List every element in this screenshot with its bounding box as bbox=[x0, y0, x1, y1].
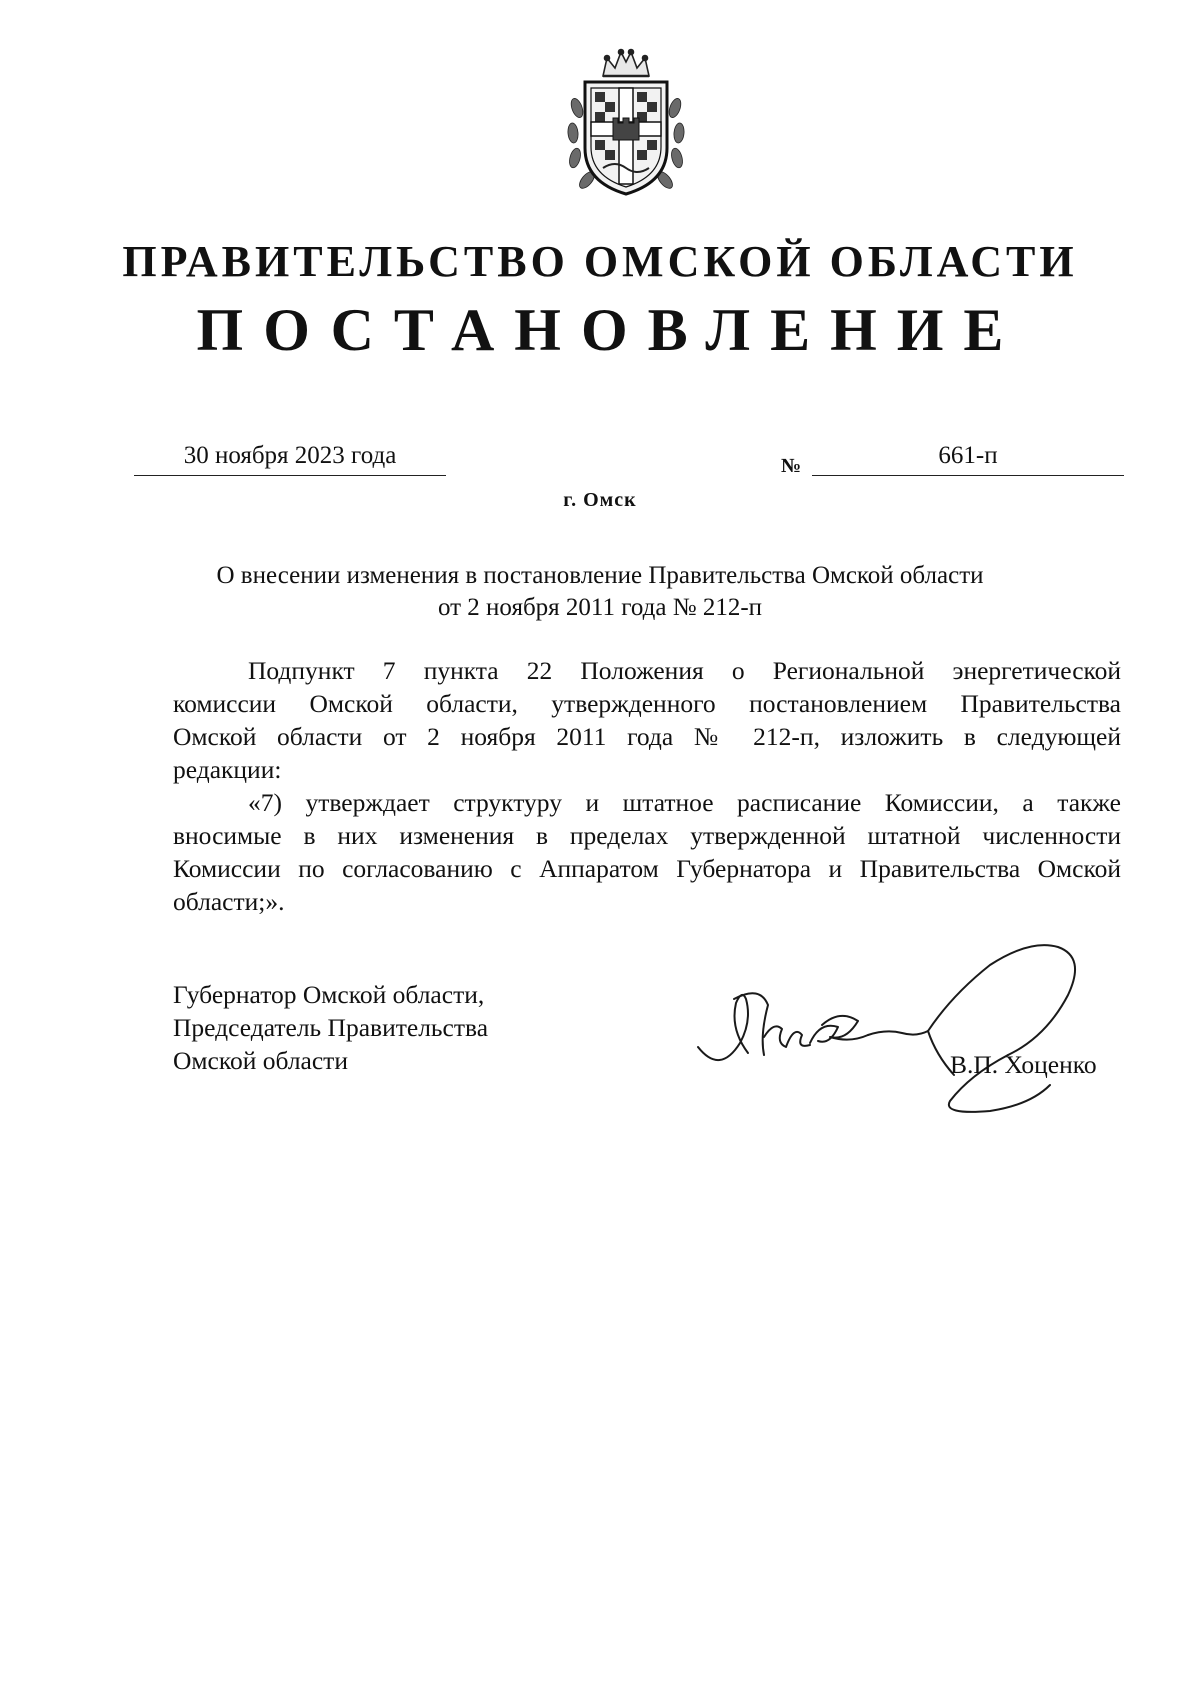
body-line: Комиссии по согласованию с Аппаратом Губернатора и Правительства Омской bbox=[173, 854, 1121, 883]
government-title: ПРАВИТЕЛЬСТВО ОМСКОЙ ОБЛАСТИ bbox=[122, 237, 1078, 286]
document-subject bbox=[120, 560, 1080, 624]
signer-position-line: Председатель Правительства bbox=[173, 1013, 489, 1042]
body-line: области;». bbox=[173, 887, 285, 916]
number-sign: № bbox=[781, 455, 802, 477]
handwritten-signature bbox=[690, 925, 1120, 1115]
body-line: «7) утверждает структуру и штатное расписание Комиссии, а также bbox=[248, 788, 1121, 817]
subject-line: от 2 ноября 2011 года № 212-п bbox=[437, 594, 763, 621]
document-date: 30 ноября 2023 года bbox=[134, 441, 446, 476]
city-label: г. Омск bbox=[563, 489, 637, 511]
document-type: ПОСТАНОВЛЕНИЕ bbox=[196, 297, 1024, 363]
subject-line: О внесении изменения в постановление Правительства Омской области bbox=[216, 562, 984, 589]
signer-position bbox=[173, 978, 488, 1077]
body-line: вносимые в них изменения в пределах утвержденной штатной численности bbox=[173, 821, 1121, 850]
coat-of-arms-emblem bbox=[563, 48, 689, 200]
document-body bbox=[173, 654, 1121, 918]
body-line: редакции: bbox=[173, 755, 282, 784]
signer-position-line: Омской области bbox=[173, 1046, 348, 1075]
body-line: Подпункт 7 пункта 22 Положения о Региональной энергетической bbox=[248, 656, 1121, 685]
body-line: комиссии Омской области, утвержденного постановлением Правительства bbox=[173, 689, 1121, 718]
signer-position-line: Губернатор Омской области, bbox=[173, 980, 485, 1009]
document-number: 661-п bbox=[812, 441, 1124, 476]
body-line: Омской области от 2 ноября 2011 года № 212-п, изложить в следующей bbox=[173, 722, 1121, 751]
signer-name: В.П. Хоценко bbox=[950, 1050, 1097, 1079]
